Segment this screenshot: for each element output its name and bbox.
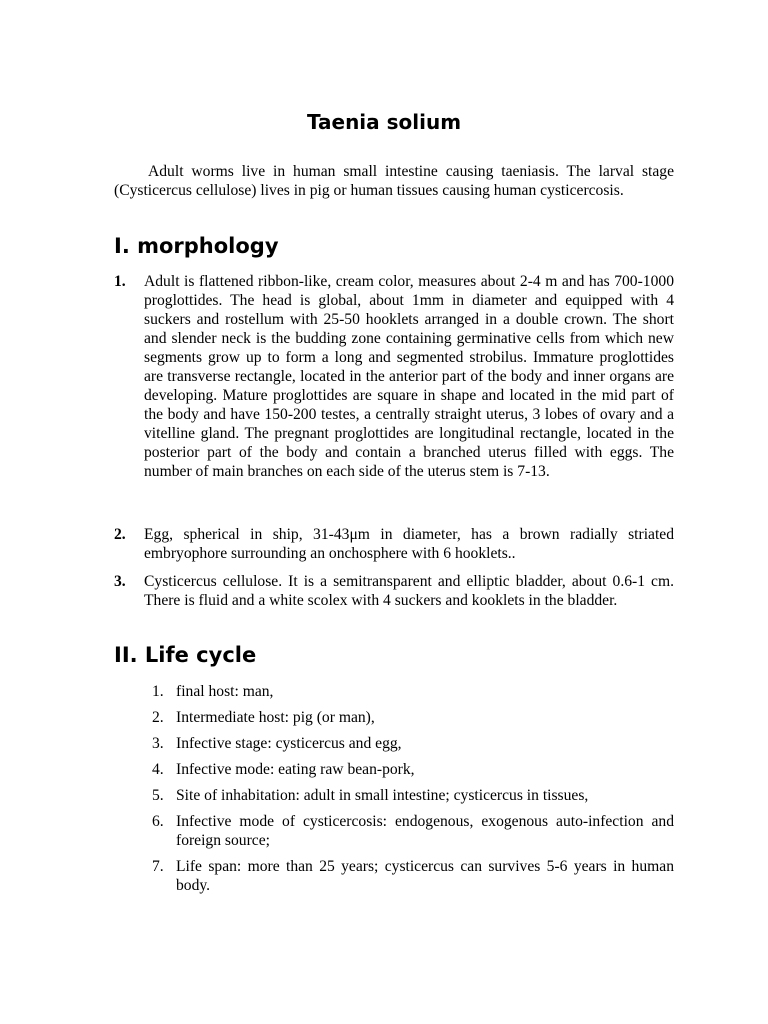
item-number: 1. (152, 683, 164, 700)
item-number: 3. (152, 735, 164, 752)
life-cycle-item (152, 857, 674, 895)
item-text: Infective mode: eating raw bean-pork, (176, 761, 415, 778)
life-cycle-item (152, 812, 674, 850)
morphology-list-item-2-wrap (114, 525, 674, 563)
section-heading-life-cycle: II. Life cycle (114, 643, 257, 667)
morphology-item (114, 572, 674, 610)
item-number: 2. (114, 526, 126, 543)
item-number: 5. (152, 787, 164, 804)
item-number: 6. (152, 813, 164, 830)
section-heading-morphology: I. morphology (114, 234, 279, 258)
item-number: 2. (152, 709, 164, 726)
life-cycle-item (152, 760, 674, 779)
item-text: Egg, spherical in ship, 31-43μm in diameter, has a brown radially striated embryophore surrounding an onchosphere with 6 hooklets.. (144, 526, 674, 562)
page-title: Taenia solium (306, 110, 462, 134)
morphology-list-item-3-wrap (114, 572, 674, 610)
morphology-item (114, 272, 674, 481)
item-text: Site of inhabitation: adult in small intestine; cysticercus in tissues, (176, 787, 589, 804)
life-cycle-item (152, 682, 674, 701)
morphology-item (114, 525, 674, 563)
item-text: Infective stage: cysticercus and egg, (176, 735, 402, 752)
item-text: final host: man, (176, 683, 274, 700)
item-number: 1. (114, 273, 126, 290)
item-text: Intermediate host: pig (or man), (176, 709, 375, 726)
item-text: Adult is flattened ribbon-like, cream color, measures about 2-4 m and has 700-1000 proglottides. The head is global, about 1mm in diameter and equipped with 4 suckers and rostellum with 25-50 hooklets arranged in a double crown. The short and slender neck is the budding zone containing germinative cells from which new segments grow up to form a long and segmented strobilus. Immature proglottides are transverse rectangle, located in the anterior part of the body and inner organs are developing. Mature proglottides are square in shape and located in the mid part of the body and have 150-200 testes, a centrally straight uterus, 3 lobes of ovary and a vitelline gland. The pregnant proglottides are longitudinal rectangle, located in the posterior part of the body and contain a branched uterus filled with eggs. The number of main branches on each side of the uterus stem is 7-13. (144, 273, 674, 480)
life-cycle-list (152, 682, 674, 902)
item-text: Cysticercus cellulose. It is a semitransparent and elliptic bladder, about 0.6-1 cm. There is fluid and a white scolex with 4 suckers and kooklets in the bladder. (144, 573, 674, 609)
intro-paragraph: Adult worms live in human small intestine causing taeniasis. The larval stage (Cysticercus cellulose) lives in pig or human tissues causing human cysticercosis. (114, 163, 674, 199)
life-cycle-item (152, 708, 674, 727)
morphology-list-item-1-wrap (114, 272, 674, 481)
item-number: 4. (152, 761, 164, 778)
life-cycle-item (152, 734, 674, 753)
item-number: 7. (152, 858, 164, 875)
item-text: Infective mode of cysticercosis: endogenous, exogenous auto-infection and foreign source; (176, 813, 674, 849)
item-number: 3. (114, 573, 126, 590)
item-text: Life span: more than 25 years; cysticercus can survives 5-6 years in human body. (176, 858, 674, 894)
life-cycle-item (152, 786, 674, 805)
